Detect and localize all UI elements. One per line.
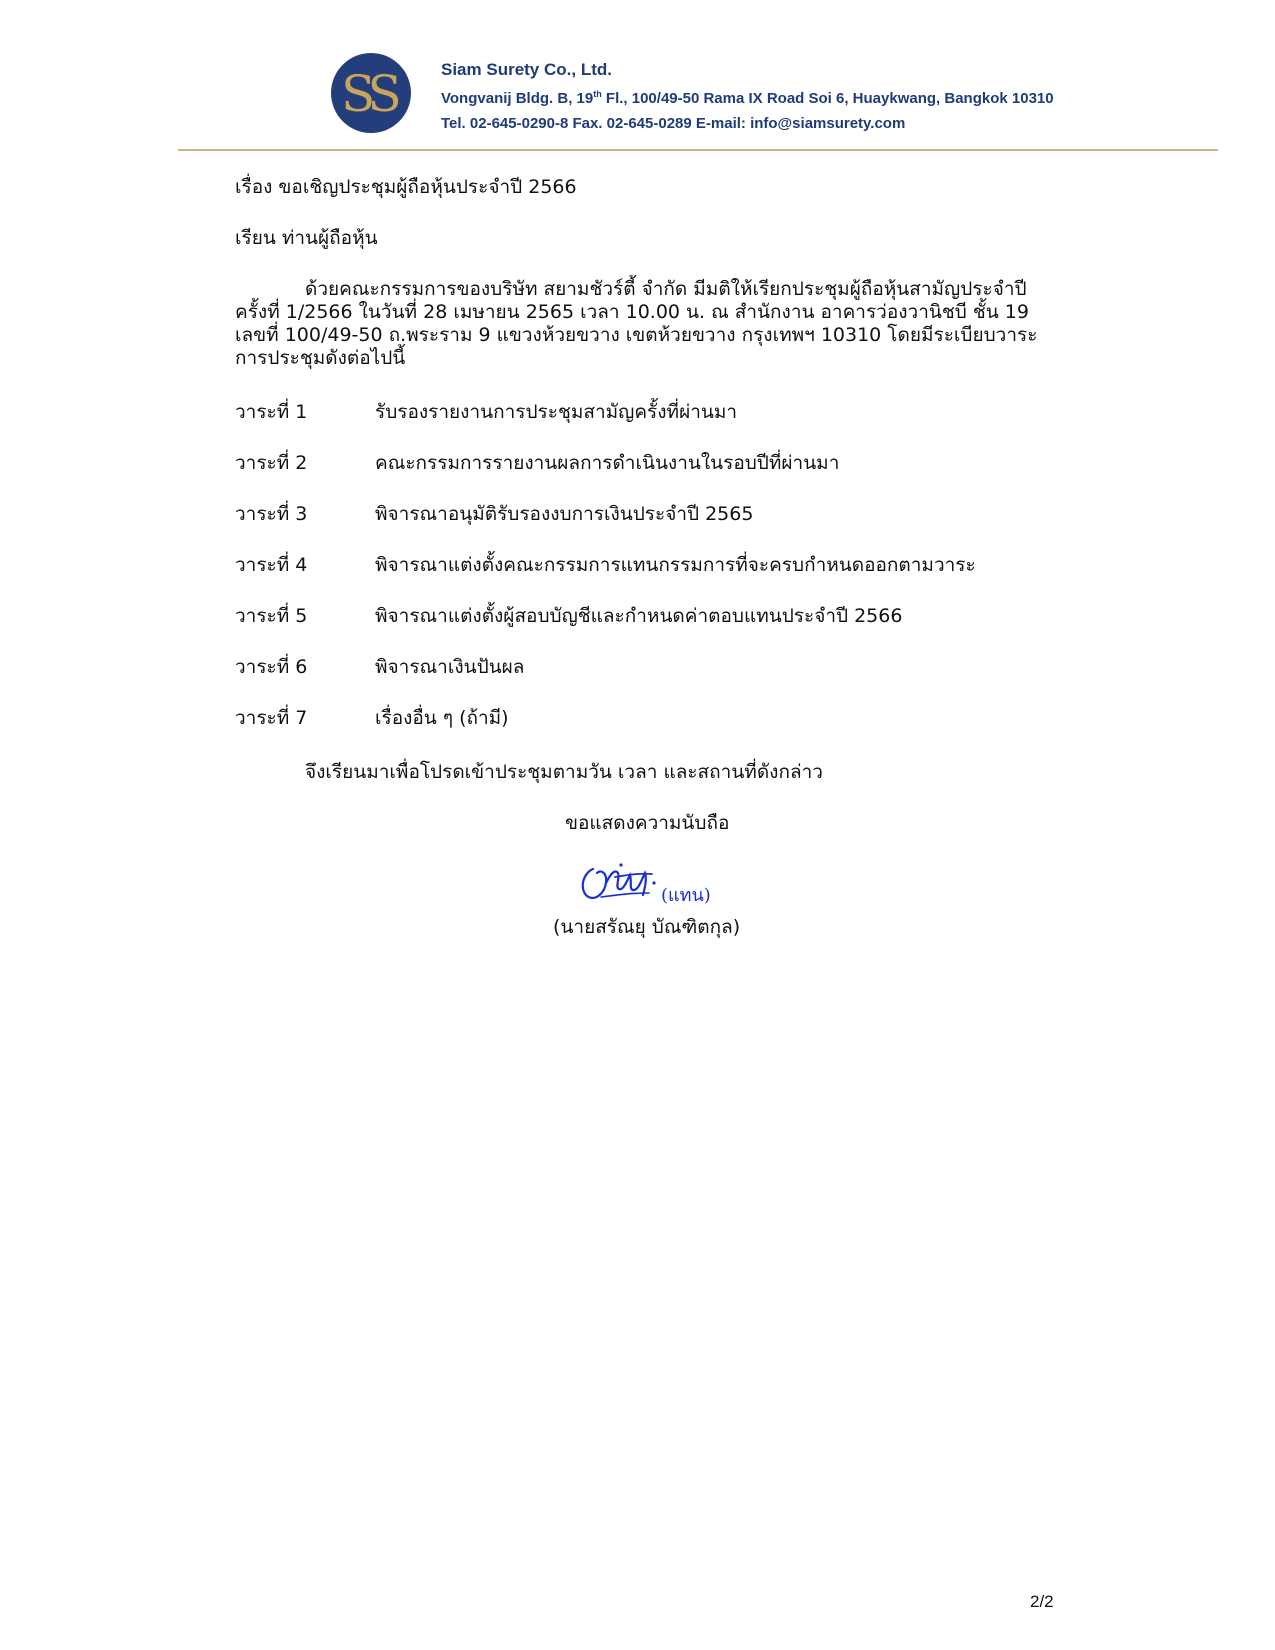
agenda-text: พิจารณาเงินปันผล [375,656,525,678]
address-prefix: Vongvanij Bldg. B, 19 [441,90,594,107]
agenda-text: คณะกรรมการรายงานผลการดำเนินงานในรอบปีที่ผ่านมา [375,452,840,474]
letter-regards: ขอแสดงความนับถือ [565,812,730,834]
company-contact: Tel. 02-645-0290-8 Fax. 02-645-0289 E-mail: info@siamsurety.com [441,115,906,132]
address-suffix: Fl., 100/49-50 Rama IX Road Soi 6, Huaykwang, Bangkok 10310 [601,90,1054,107]
on-behalf-note: (แทน) [661,885,711,906]
page-number: 2/2 [1030,1592,1054,1611]
signer-name: (นายสรัณยุ บัณฑิตกุล) [553,916,741,938]
company-info [441,58,1054,136]
agenda-number: วาระที่ 1 [235,401,308,423]
letter-intro: ด้วยคณะกรรมการของบริษัท สยามชัวร์ตี้ จำกัด มีมติให้เรียกประชุมผู้ถือหุ้นสามัญประจำปีครั้งที่ 1/2566 ในวันที่ 28 เมษายน 2565 เวลา 10.00 น. ณ สำนักงาน อาคารว่องวานิชบี ชั้น 19 เลขที่ 100/49-50 ถ.พระราม 9 แขวงห้วยขวาง เขตห้วยขวาง กรุงเทพฯ 10310 โดยมีระเบียบวาระการประชุมดังต่อไปนี้ [235,278,1038,369]
letter-salutation: เรียน ท่านผู้ถือหุ้น [235,227,378,249]
agenda-number: วาระที่ 5 [235,605,308,627]
logo-text: SS [341,65,395,123]
agenda-number: วาระที่ 6 [235,656,308,678]
agenda-number: วาระที่ 2 [235,452,308,474]
agenda-text: พิจารณาอนุมัติรับรองงบการเงินประจำปี 2565 [375,503,754,525]
letterhead [0,0,1275,160]
agenda-text: พิจารณาแต่งตั้งคณะกรรมการแทนกรรมการที่จะครบกำหนดออกตามวาระ [375,554,976,576]
company-logo [331,53,411,133]
letter-subject: เรื่อง ขอเชิญประชุมผู้ถือหุ้นประจำปี 2566 [235,176,577,198]
agenda-text: พิจารณาแต่งตั้งผู้สอบบัญชีและกำหนดค่าตอบแทนประจำปี 2566 [375,605,903,627]
agenda-text: เรื่องอื่น ๆ (ถ้ามี) [375,707,509,729]
agenda-number: วาระที่ 7 [235,707,308,729]
company-name: Siam Surety Co., Ltd. [441,60,612,79]
company-address [441,82,1054,111]
header-divider [178,149,1218,151]
agenda-number: วาระที่ 3 [235,503,308,525]
letter-closing: จึงเรียนมาเพื่อโปรดเข้าประชุมตามวัน เวลา และสถานที่ดังกล่าว [305,761,823,783]
address-sup: th [593,89,602,99]
agenda-number: วาระที่ 4 [235,554,308,576]
agenda-text: รับรองรายงานการประชุมสามัญครั้งที่ผ่านมา [375,401,738,423]
